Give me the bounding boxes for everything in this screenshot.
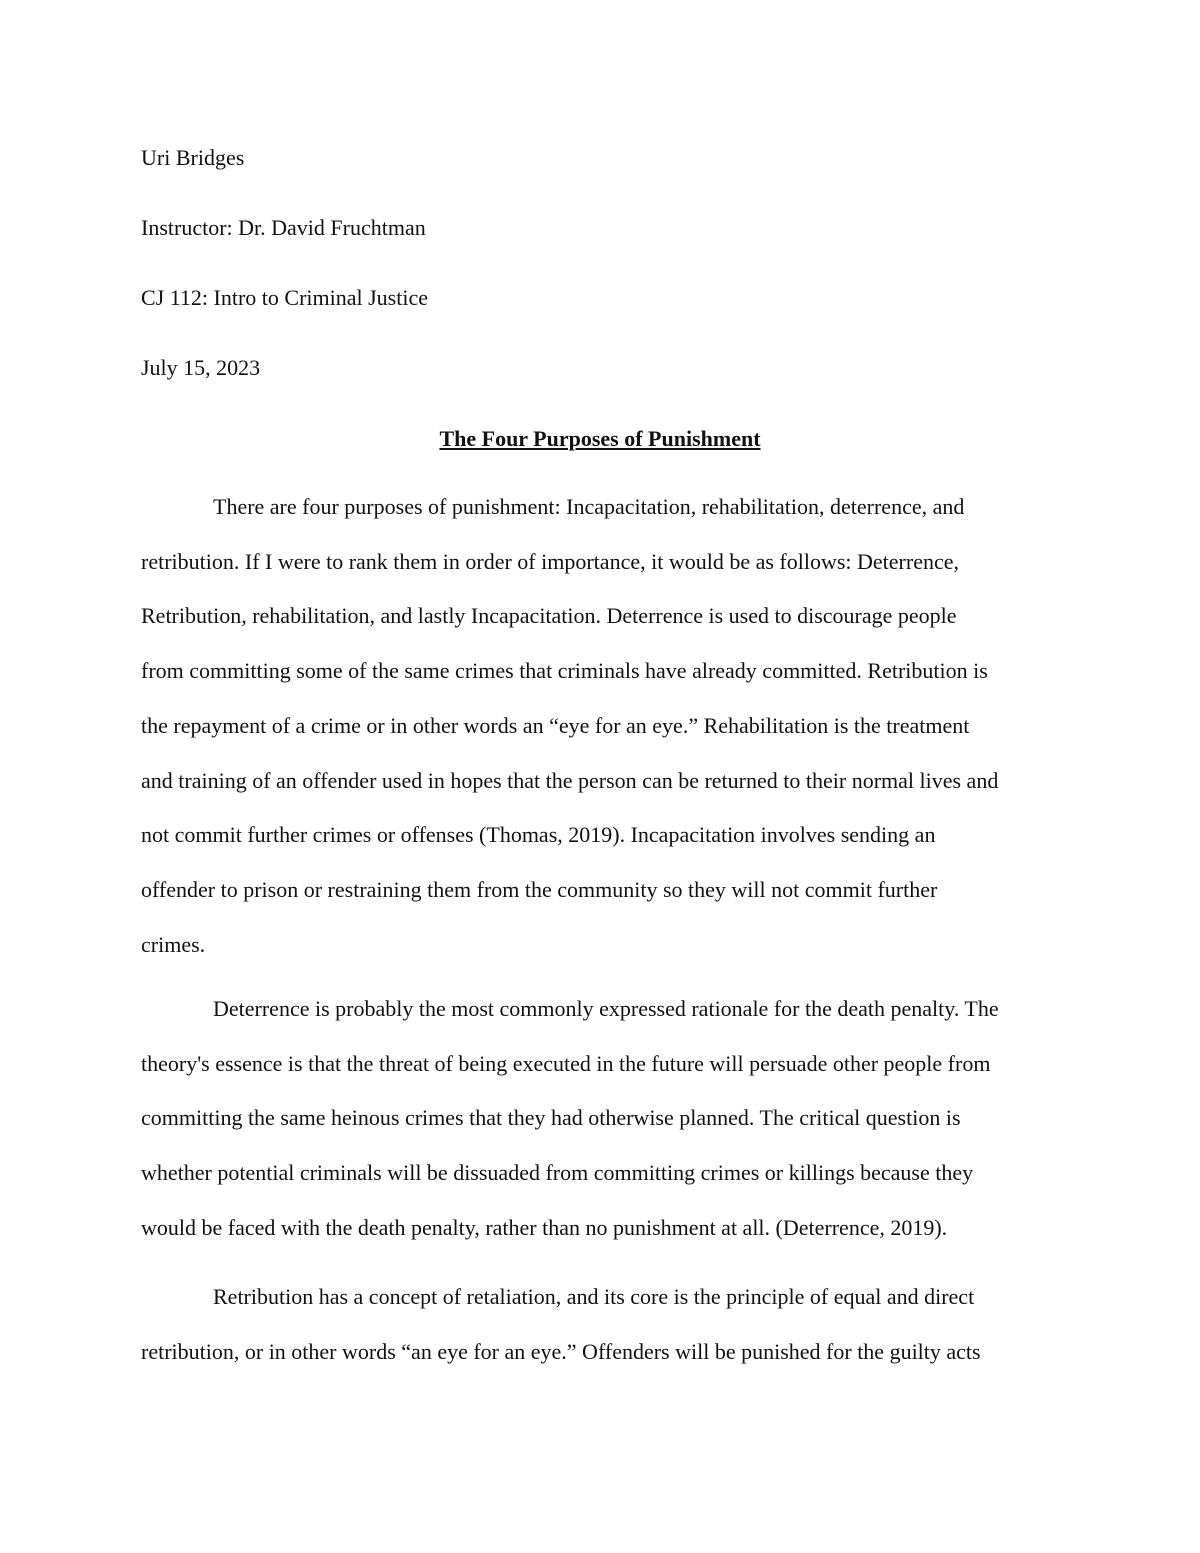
paragraph-2 <box>141 982 1061 1256</box>
paragraph-line: would be faced with the death penalty, rather than no punishment at all. (Deterrence, 2019). <box>141 1214 948 1240</box>
paragraph-line: from committing some of the same crimes that criminals have already committed. Retribution is <box>141 658 988 684</box>
paragraph-line: theory's essence is that the threat of being executed in the future will persuade other people from <box>141 1050 991 1076</box>
author-name: Uri Bridges <box>141 145 245 170</box>
paragraph-line: and training of an offender used in hopes that the person can be returned to their normal lives and <box>141 767 999 793</box>
document-title: The Four Purposes of Punishment <box>439 426 761 451</box>
paragraph-3 <box>141 1270 1061 1379</box>
paragraph-line: retribution. If I were to rank them in order of importance, it would be as follows: Deterrence, <box>141 548 959 574</box>
paragraph-line: offender to prison or restraining them from the community so they will not commit further <box>141 876 938 902</box>
paragraph-1 <box>141 480 1061 972</box>
paragraph-line: the repayment of a crime or in other words an “eye for an eye.” Rehabilitation is the treatment <box>141 712 970 738</box>
date-line: July 15, 2023 <box>141 355 261 380</box>
paragraph-line: retribution, or in other words “an eye for an eye.” Offenders will be punished for the guilty acts <box>141 1338 981 1364</box>
paragraph-line: There are four purposes of punishment: Incapacitation, rehabilitation, deterrence, and <box>213 494 965 519</box>
paragraph-line: crimes. <box>141 931 206 957</box>
paragraph-line: whether potential criminals will be dissuaded from committing crimes or killings because they <box>141 1160 974 1186</box>
paragraph-line: not commit further crimes or offenses (Thomas, 2019). Incapacitation involves sending an <box>141 822 936 848</box>
paragraph-line: Retribution has a concept of retaliation, and its core is the principle of equal and direct <box>213 1284 975 1309</box>
paragraph-line: Deterrence is probably the most commonly expressed rationale for the death penalty. The <box>213 996 999 1021</box>
paragraph-line: committing the same heinous crimes that they had otherwise planned. The critical question is <box>141 1105 961 1131</box>
course-line: CJ 112: Intro to Criminal Justice <box>141 285 428 310</box>
paragraph-line: Retribution, rehabilitation, and lastly Incapacitation. Deterrence is used to discourage people <box>141 603 957 629</box>
instructor-line: Instructor: Dr. David Fruchtman <box>141 215 426 240</box>
